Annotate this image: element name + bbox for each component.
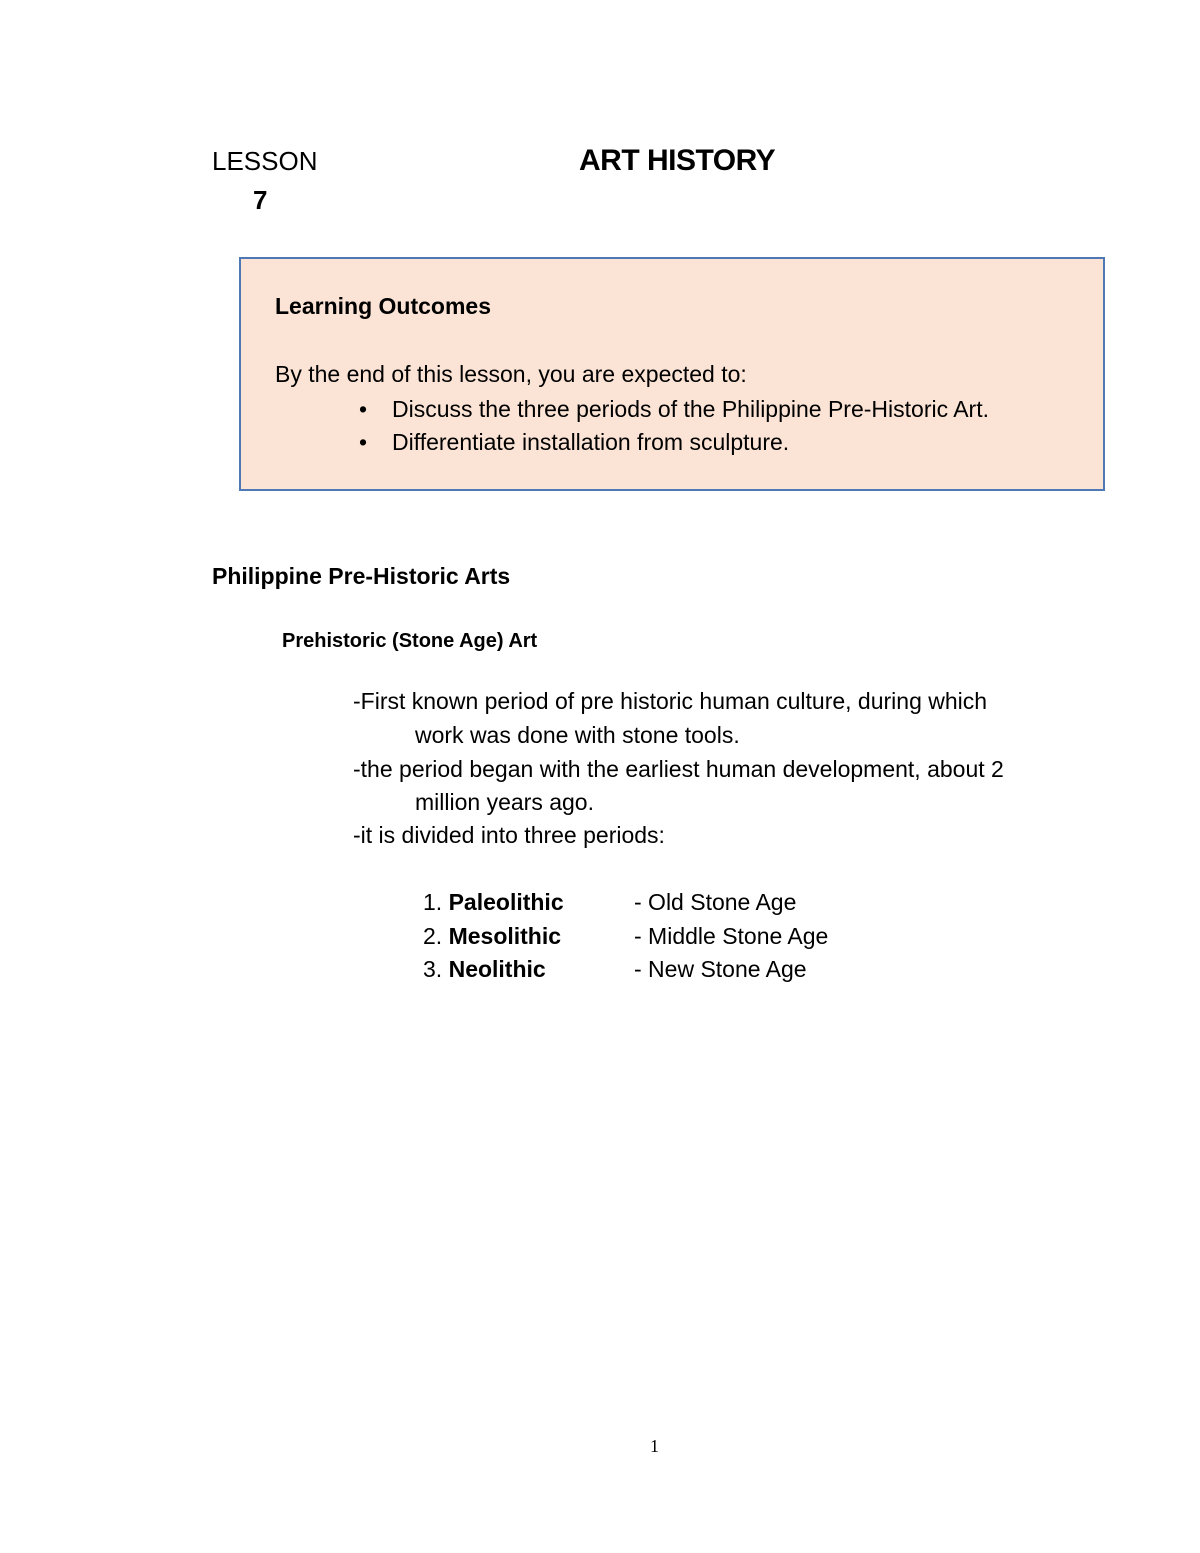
learning-outcomes-intro: By the end of this lesson, you are expected to: <box>275 361 747 387</box>
body-line: work was done with stone tools. <box>415 722 740 748</box>
body-line: -First known period of pre historic human culture, during which <box>353 688 988 714</box>
section-heading: Philippine Pre-Historic Arts <box>212 563 511 589</box>
page-title: ART HISTORY <box>579 144 776 177</box>
period-item <box>423 921 561 951</box>
subsection-heading: Prehistoric (Stone Age) Art <box>282 630 538 652</box>
period-item <box>423 954 546 984</box>
period-name: Neolithic <box>448 956 546 982</box>
learning-outcome-item <box>359 427 790 457</box>
lesson-number: 7 <box>253 185 268 215</box>
lesson-label: LESSON <box>212 146 318 176</box>
period-name: Mesolithic <box>448 923 562 949</box>
period-description: - New Stone Age <box>634 956 807 982</box>
learning-outcome-item <box>359 394 989 424</box>
period-number: 1. <box>423 889 443 915</box>
period-number: 3. <box>423 956 443 982</box>
body-line: -it is divided into three periods: <box>353 822 665 848</box>
learning-outcome-text: Discuss the three periods of the Philippine Pre-Historic Art. <box>392 396 989 422</box>
period-name: Paleolithic <box>448 889 564 915</box>
page-number: 1 <box>650 1436 659 1456</box>
period-number: 2. <box>423 923 443 949</box>
bullet-icon: • <box>359 396 368 422</box>
period-description: - Middle Stone Age <box>634 923 829 949</box>
learning-outcome-text: Differentiate installation from sculpture. <box>392 429 790 455</box>
body-line: -the period began with the earliest human development, about 2 <box>353 756 1004 782</box>
period-item <box>423 887 564 917</box>
learning-outcomes-heading: Learning Outcomes <box>275 293 491 319</box>
body-line: million years ago. <box>415 789 594 815</box>
learning-outcomes-box <box>239 257 1105 491</box>
bullet-icon: • <box>359 429 368 455</box>
period-description: - Old Stone Age <box>634 889 797 915</box>
